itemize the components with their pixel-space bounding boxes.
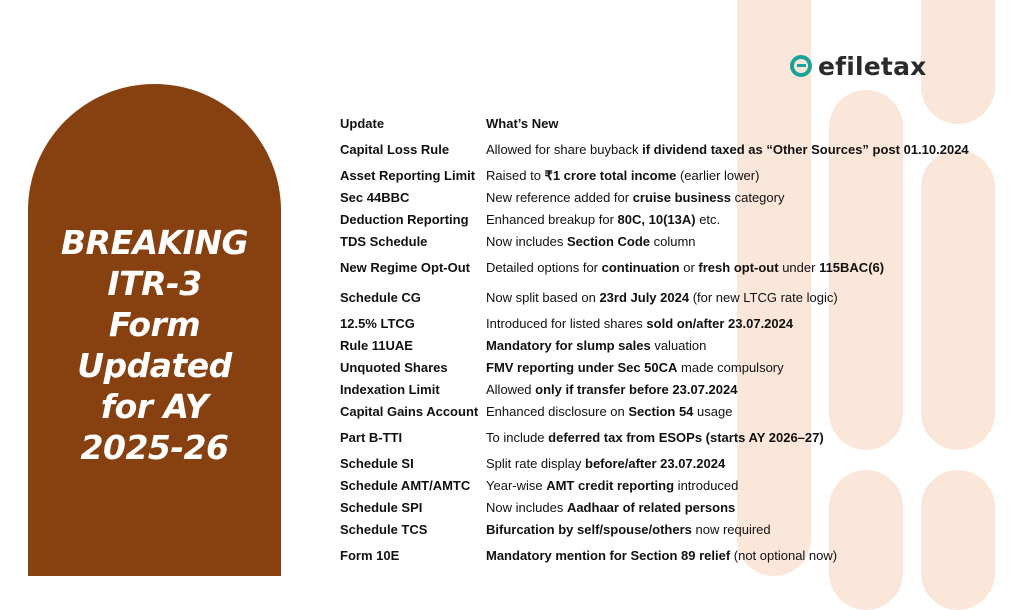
update-description	[486, 190, 784, 205]
update-name: TDS Schedule	[340, 234, 428, 249]
update-description	[486, 500, 735, 515]
description-emphasis: fresh opt-out	[698, 260, 779, 275]
description-emphasis: 115BAC(6)	[819, 260, 885, 275]
brand-logo	[790, 49, 926, 83]
update-name: Schedule AMT/AMTC	[340, 478, 471, 493]
description-text: Raised to	[486, 168, 545, 183]
description-emphasis: Bifurcation by self/spouse/others	[486, 522, 692, 537]
table-row	[340, 336, 1000, 356]
table-row	[340, 358, 1000, 378]
description-text: under	[778, 260, 820, 275]
table-row	[340, 546, 1000, 566]
update-name: Unquoted Shares	[340, 360, 448, 375]
update-name: Part B-TTI	[340, 430, 403, 445]
description-emphasis: ₹1 crore total income	[544, 168, 677, 183]
headline	[28, 222, 281, 468]
description-emphasis: AMT credit reporting	[546, 478, 675, 493]
description-text: Now includes	[486, 500, 567, 515]
update-name: Rule 11UAE	[340, 338, 413, 353]
description-text: Now includes	[486, 234, 567, 249]
description-text: column	[650, 234, 696, 249]
update-description	[486, 522, 771, 537]
description-text: introduced	[674, 478, 739, 493]
update-description	[486, 404, 732, 419]
decor-pill	[921, 0, 995, 124]
description-text: or	[679, 260, 699, 275]
table-row	[340, 258, 1000, 278]
description-text: To include	[486, 430, 549, 445]
description-text: now required	[691, 522, 771, 537]
table-row	[340, 498, 1000, 518]
description-emphasis: FMV reporting under Sec 50CA	[486, 360, 678, 375]
description-emphasis: only if transfer before 23.07.2024	[535, 382, 738, 397]
update-description	[486, 382, 737, 397]
description-text: Enhanced breakup for	[486, 212, 618, 227]
description-emphasis: Aadhaar of related persons	[566, 500, 736, 515]
update-description	[486, 360, 784, 375]
update-description	[486, 142, 969, 157]
description-text: valuation	[650, 338, 707, 353]
headline-line: Updated	[77, 346, 232, 385]
description-emphasis: 80C, 10(13A)	[617, 212, 696, 227]
table-row	[340, 520, 1000, 540]
table-row	[340, 454, 1000, 474]
headline-line: ITR-3	[107, 264, 202, 303]
header-whats-new: What’s New	[486, 116, 559, 131]
table-row	[340, 314, 1000, 334]
description-text: Detailed options for	[486, 260, 602, 275]
description-text: etc.	[695, 212, 721, 227]
description-text: New reference added for	[486, 190, 633, 205]
table-row	[340, 428, 1000, 448]
table-row	[340, 380, 1000, 400]
update-name: Deduction Reporting	[340, 212, 469, 227]
description-text: Year-wise	[486, 478, 547, 493]
update-description	[486, 456, 725, 471]
table-row	[340, 232, 1000, 252]
description-emphasis: Section Code	[566, 234, 651, 249]
headline-line: BREAKING	[60, 223, 249, 262]
update-description	[486, 212, 720, 227]
update-name: Schedule CG	[340, 290, 421, 305]
table-row	[340, 140, 1000, 160]
update-name: Schedule TCS	[340, 522, 428, 537]
description-emphasis: 23rd July 2024	[599, 290, 690, 305]
description-emphasis: sold on/after 23.07.2024	[646, 316, 794, 331]
update-description	[486, 168, 759, 184]
update-name: Indexation Limit	[340, 382, 440, 397]
update-name: Schedule SPI	[340, 500, 423, 515]
headline-line: Form	[108, 305, 201, 344]
update-description	[486, 260, 884, 275]
description-emphasis: continuation	[601, 260, 680, 275]
update-description	[486, 316, 793, 331]
header-update: Update	[340, 116, 385, 131]
description-text: Enhanced disclosure on	[486, 404, 629, 419]
update-name: Asset Reporting Limit	[340, 168, 476, 183]
table-row	[340, 210, 1000, 230]
description-text: (earlier lower)	[676, 168, 760, 183]
update-name: Capital Gains Account	[340, 404, 479, 419]
update-description	[486, 338, 706, 353]
description-emphasis: if dividend taxed as “Other Sources” post 01.10.2024	[642, 142, 969, 157]
description-emphasis: Mandatory mention for Section 89 relief	[486, 548, 731, 563]
update-name: Capital Loss Rule	[340, 142, 450, 157]
description-emphasis: Mandatory for slump sales	[486, 338, 651, 353]
description-text: Allowed for share buyback	[486, 142, 643, 157]
update-name: New Regime Opt-Out	[340, 260, 471, 275]
table-row	[340, 402, 1000, 422]
description-text: (not optional now)	[730, 548, 838, 563]
description-text: Split rate display	[486, 456, 585, 471]
brand-name: efiletax	[818, 51, 927, 81]
table-row	[340, 476, 1000, 496]
update-name: Form 10E	[340, 548, 400, 563]
update-name: Schedule SI	[340, 456, 414, 471]
update-description	[486, 234, 696, 249]
description-emphasis: before/after 23.07.2024	[585, 456, 726, 471]
description-emphasis: Section 54	[628, 404, 694, 419]
table-row	[340, 288, 1000, 308]
update-name: Sec 44BBC	[340, 190, 410, 205]
description-text: category	[730, 190, 785, 205]
headline-line: for AY	[100, 387, 209, 426]
description-text: (for new LTCG rate logic)	[689, 290, 838, 305]
headline-line: 2025-26	[80, 428, 229, 467]
update-description	[486, 290, 838, 305]
update-description	[486, 478, 738, 493]
description-text: Now split based on	[486, 290, 600, 305]
description-text: made compulsory	[677, 360, 784, 375]
description-emphasis: deferred tax from ESOPs (starts AY 2026–27)	[548, 430, 824, 445]
update-description	[486, 548, 837, 563]
description-emphasis: cruise business	[632, 190, 731, 205]
table-header-row	[340, 114, 1000, 134]
description-text: usage	[693, 404, 733, 419]
table-row	[340, 166, 1000, 186]
efiletax-logo-icon	[790, 55, 812, 77]
table-row	[340, 188, 1000, 208]
update-name: 12.5% LTCG	[340, 316, 415, 331]
update-description	[486, 430, 824, 445]
description-text: Introduced for listed shares	[486, 316, 647, 331]
description-text: Allowed	[486, 382, 536, 397]
